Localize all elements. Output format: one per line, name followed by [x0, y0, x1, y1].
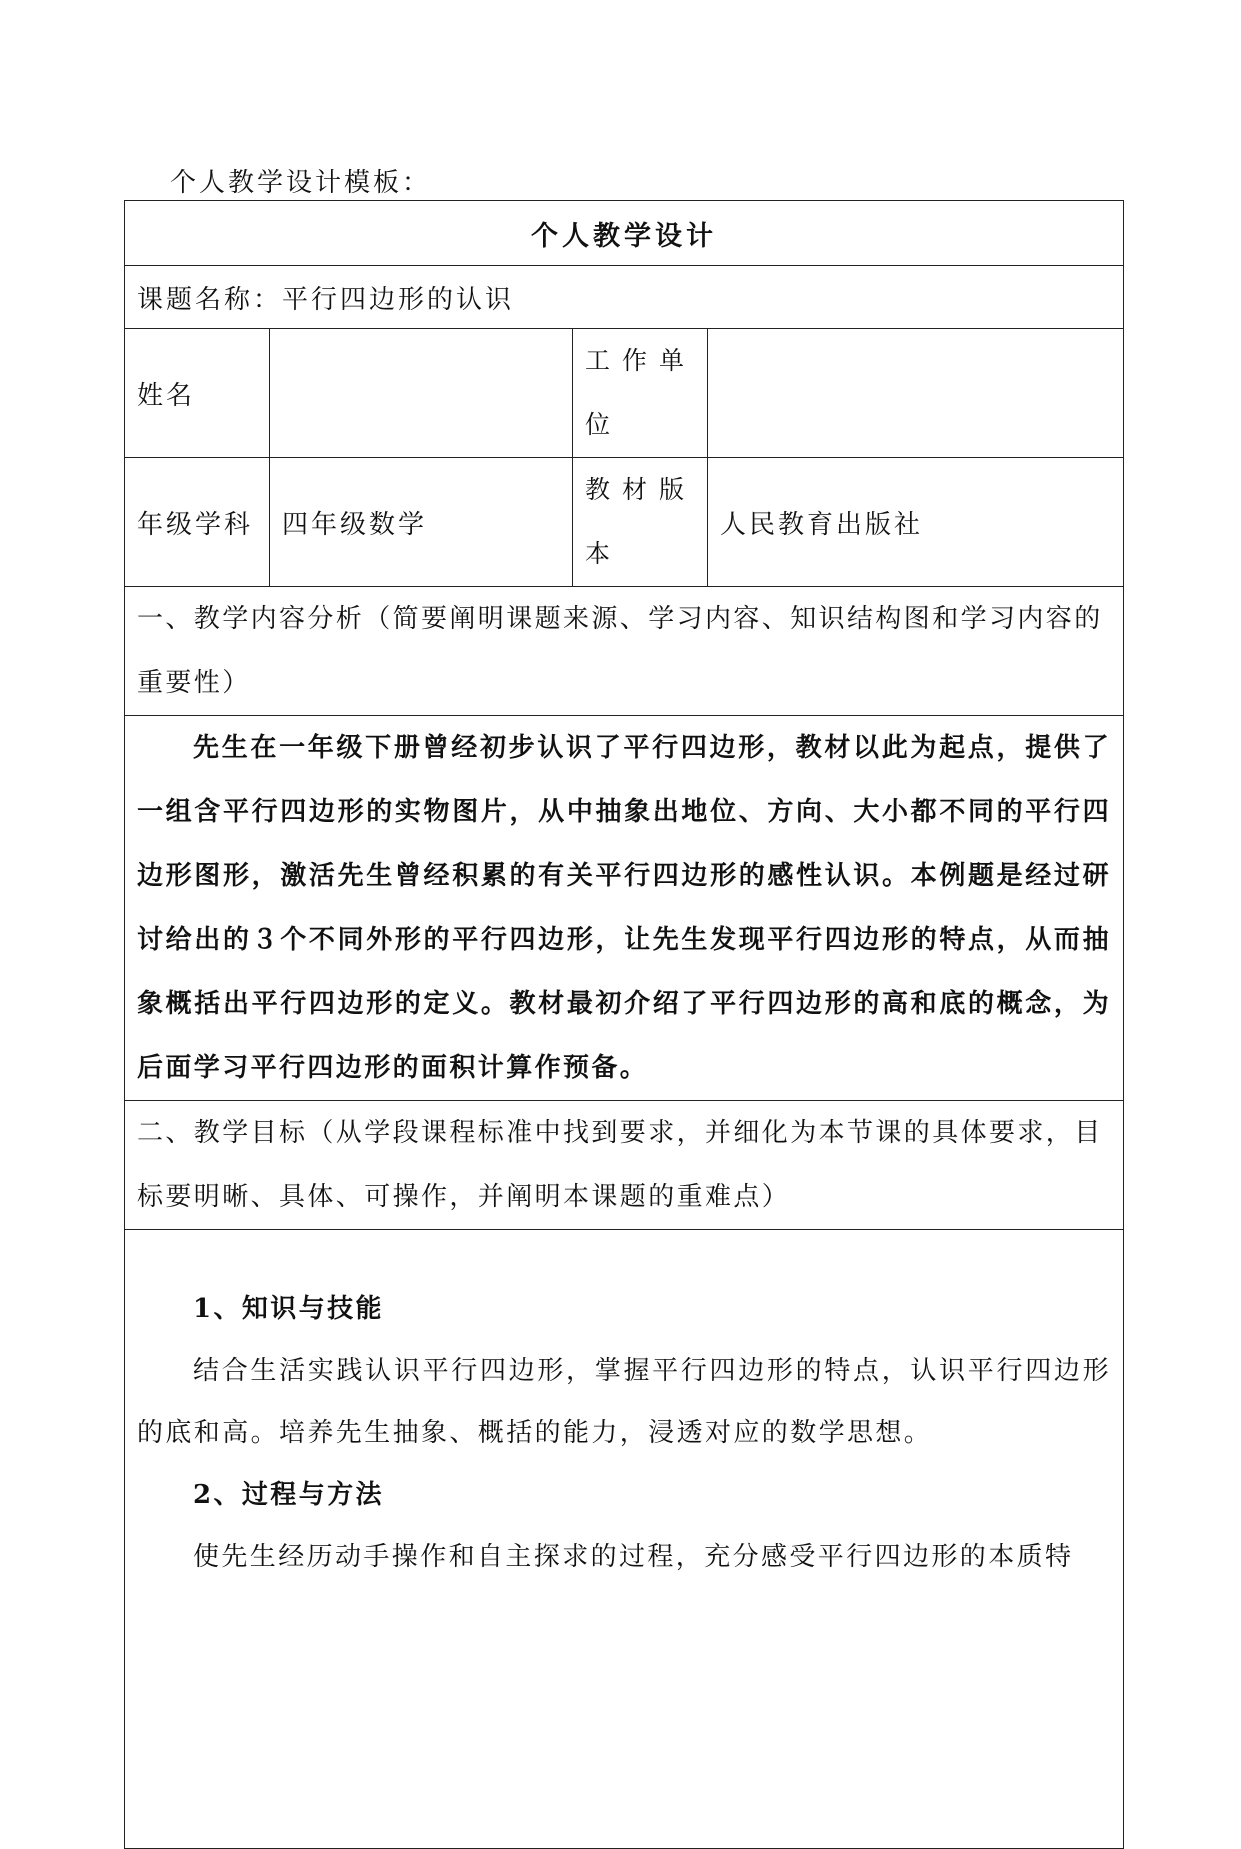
edition-value: 人民教育出版社 — [708, 458, 1124, 587]
topic-value: 平行四边形的认识 — [282, 284, 515, 315]
template-intro: 个人教学设计模板： — [170, 168, 432, 198]
section1-body: 先生在一年级下册曾经初步认识了平行四边形，教材以此为起点，提供了一组含平行四边形的实物图片，从中抽象出地位、方向、大小都不同的平行四边形图形，激活先生曾经积累的有关平行四边形的感性认识。本例题是经过研讨给出的３个不同外形的平行四边形，让先生发现平行四边形的特点，从而抽象概括出平行四边形的定义。教材最初介绍了平行四边形的高和底的概念，为后面学习平行四边形的面积计算作预备。 — [125, 716, 1124, 1101]
edition-label: 教材版本 — [573, 458, 708, 587]
unit-label: 工作单位 — [573, 329, 708, 458]
unit-value — [708, 329, 1124, 458]
section1-header: 一、教学内容分析（简要阐明课题来源、学习内容、知识结构图和学习内容的重要性） — [125, 587, 1124, 716]
section2-header: 二、教学目标（从学段课程标准中找到要求，并细化为本节课的具体要求，目标要明晰、具体、可操作，并阐明本课题的重难点） — [125, 1101, 1124, 1230]
topic-row — [125, 266, 1124, 329]
objective2-text: 使先生经历动手操作和自主探求的过程，充分感受平行四边形的本质特 — [193, 1542, 1074, 1572]
objective1-text: 结合生活实践认识平行四边形，掌握平行四边形的特点，认识平行四边形的底和高。培养先生抽象、概括的能力，浸透对应的数学思想。 — [137, 1356, 1111, 1448]
lesson-design-table — [124, 200, 1124, 1849]
table-title: 个人教学设计 — [125, 201, 1124, 266]
grade-label: 年级学科 — [125, 458, 270, 587]
objective2-title: 2、过程与方法 — [193, 1480, 384, 1510]
objective1-title: 1、知识与技能 — [193, 1294, 384, 1324]
objectives-cell — [125, 1230, 1124, 1849]
name-label: 姓名 — [125, 329, 270, 458]
grade-value: 四年级数学 — [270, 458, 573, 587]
topic-label: 课题名称： — [137, 284, 283, 315]
name-value — [270, 329, 573, 458]
